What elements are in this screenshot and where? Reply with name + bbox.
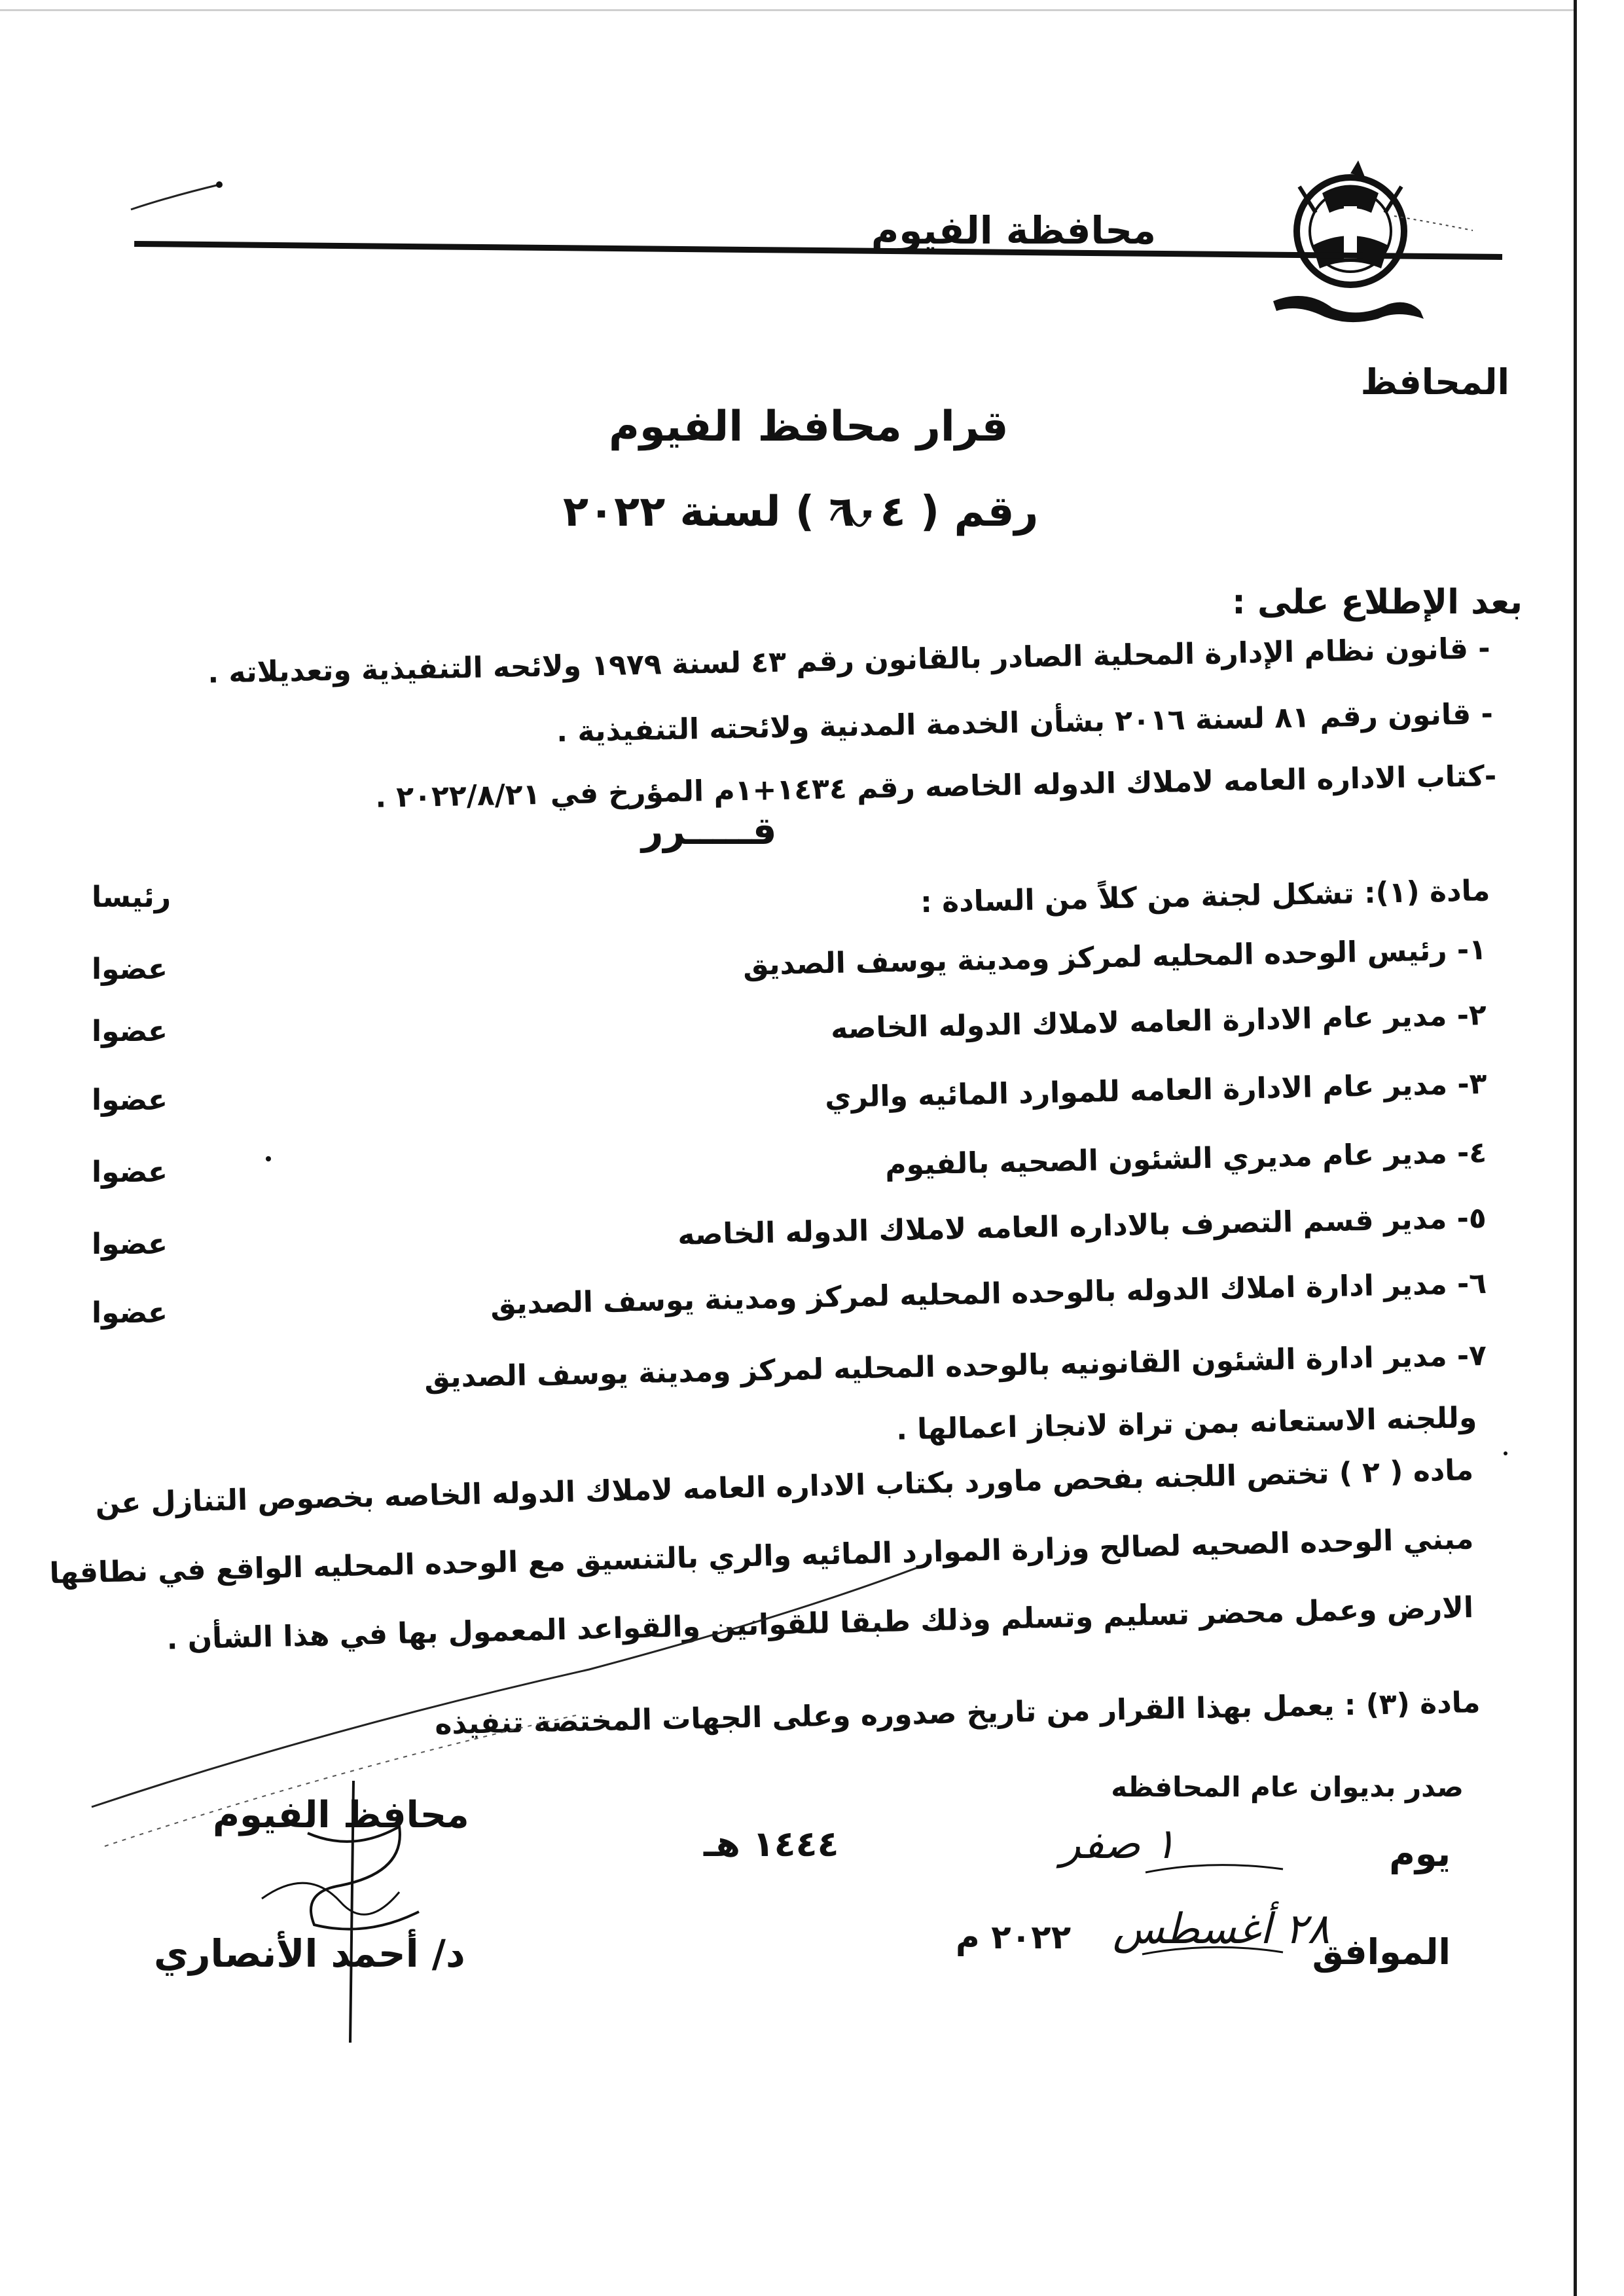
signatory-title: محافظ الفيوم (213, 1794, 469, 1836)
decree-number: رقم ( ٦٠٤ ) لسنة ٢٠٢٢ (563, 488, 1039, 536)
scan-speck (216, 181, 223, 188)
committee-member: ١- رئيس الوحده المحليه لمركز ومدينة يوسف الصديق (742, 933, 1487, 982)
decide-heading: قـــــرر (641, 809, 777, 853)
committee-member: ٥- مدير قسم التصرف بالاداره العامه لاملاك الدوله الخاصه (677, 1201, 1487, 1252)
committee-member: ٧- مدير ادارة الشئون القانونيه بالوحده المحليه لمركز ومدينة يوسف الصديق (424, 1339, 1487, 1394)
preamble-line: -كتاب الاداره العامه لاملاك الدوله الخاصه رقم ١٤٣٤+١م المؤرخ في ٢٠٢٢/٨/٢١ . (374, 759, 1497, 814)
member-role: عضوا (92, 1228, 168, 1261)
agreed-label: الموافق (1312, 1931, 1451, 1973)
scan-top-edge (0, 9, 1574, 11)
article-3: مادة (٣) : يعمل بهذا القرار من تاريخ صدوره وعلى الجهات المختصة تنفيذه (434, 1686, 1481, 1741)
member-role: عضوا (92, 1156, 168, 1189)
signature-scribble (262, 1883, 399, 1914)
handwritten-day: ١ صفر (1060, 1820, 1176, 1868)
committee-member: ٤- مدير عام مديري الشئون الصحيه بالفيوم (884, 1136, 1487, 1182)
day-label: يوم (1389, 1833, 1451, 1874)
preamble-line: - قانون رقم ٨١ لسنة ٢٠١٦ بشأن الخدمة المدنية ولائحته التنفيذية . (556, 697, 1494, 749)
article-2-line: ماده ( ٢ ) تختص اللجنه بفحص ماورد بكتاب الاداره العامه لاملاك الدوله الخاصه بخصوص التنازل عن (94, 1453, 1474, 1521)
scan-speck (1504, 1451, 1507, 1455)
committee-member: ٣- مدير عام الادارة العامه للموارد المائيه والري (824, 1067, 1487, 1115)
issued-at: صدر بديوان عام المحافظه (1111, 1771, 1464, 1803)
handwritten-greg-date: ٢٨ أغسطس (1113, 1905, 1330, 1954)
member-role: رئيسا (92, 881, 171, 914)
member-role: عضوا (92, 953, 168, 986)
signature-sweep (92, 1568, 916, 1807)
member-role: عضوا (92, 1296, 168, 1330)
decree-title: قرار محافظ الفيوم (609, 403, 1009, 451)
preamble-line: - قانون نظام الإدارة المحلية الصادر بالقانون رقم ٤٣ لسنة ١٩٧٩ ولائحه التنفيذية وتعديلاته . (207, 632, 1490, 690)
authority-name: محافظة الفيوم (871, 208, 1156, 253)
signatory-name: د/ أحمد الأنصاري (154, 1931, 465, 1976)
article-1-heading: مادة (١): تشكل لجنة من كلاً من السادة : (920, 874, 1490, 920)
scan-right-edge (1574, 0, 1577, 2296)
preamble-intro: بعد الإطلاع على : (1232, 583, 1523, 622)
article-2-line: الارض وعمل محضر تسليم وتسلم وذلك طبقا للقوانين والقواعد المعمول بها في هذا الشأن . (166, 1591, 1474, 1656)
committee-member: ٦- مدير ادارة املاك الدوله بالوحده المحليه لمركز ومدينة يوسف الصديق (490, 1267, 1487, 1321)
gregorian-year: ٢٠٢٢ م (956, 1918, 1072, 1956)
fayoum-governorate-emblem (1260, 147, 1430, 324)
article-1-closing: وللجنه الاستعانه بمن تراة لانجاز اعمالها . (895, 1401, 1477, 1447)
member-role: عضوا (92, 1015, 168, 1048)
article-2-line: مبني الوحده الصحيه لصالح وزارة الموارد المائيه والري بالتنسيق مع الوحده المحليه الواقع في نطاقها (48, 1522, 1474, 1591)
governor-label: المحافظ (1360, 361, 1509, 403)
member-role: عضوا (92, 1084, 168, 1117)
committee-member: ٢- مدير عام الادارة العامه لاملاك الدوله الخاصه (830, 998, 1487, 1046)
pen-stroke (131, 185, 219, 210)
hijri-year: ١٤٤٤ هـ (704, 1823, 839, 1865)
scan-speck (266, 1156, 271, 1161)
